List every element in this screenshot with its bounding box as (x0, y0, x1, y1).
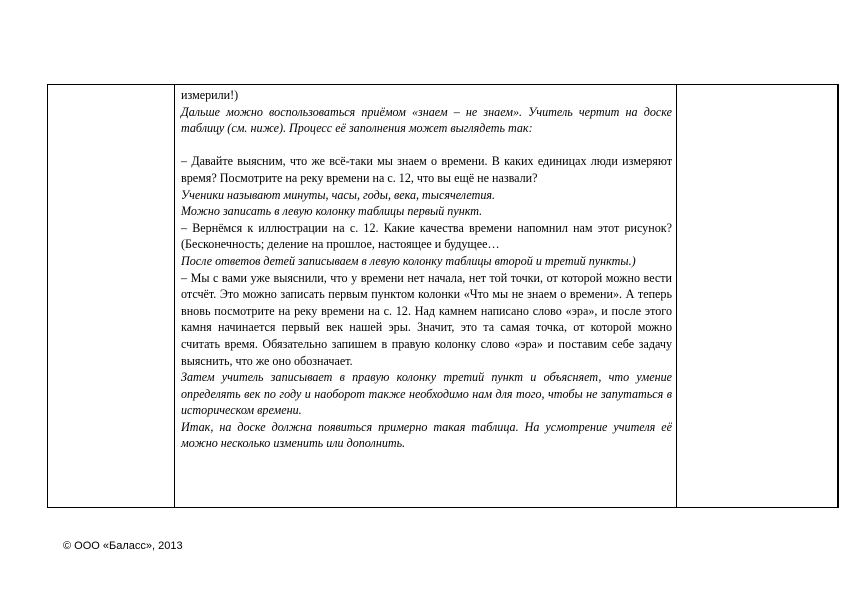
text-paragraph: Дальше можно воспользоваться приёмом «знаем – не знаем». Учитель чертит на доске таблицу (см. ниже). Процесс её заполнения может выглядеть так: (181, 104, 672, 136)
text-paragraph: измерили!) (181, 88, 239, 102)
text-paragraph: Итак, на доске должна появиться примерно такая таблица. На усмотрение учителя её можно несколько изменить или дополнить. (181, 419, 672, 451)
text-paragraph: – Мы с вами уже выяснили, что у времени нет начала, нет той точки, от которой можно вести отсчёт. Это можно записать первым пунктом колонки «Что мы не знаем о времени». А теперь вновь посмотрите на реку времени на с. 12. Над камнем написано слово «эра», и после этого камня начинается первый век нашей эры. Значит, это та самая точка, от которой можно считать время. Обязательно запишем в правую колонку слово «эра» и поставим себе задачу выяснить, что же оно обозначает. (181, 270, 672, 368)
lesson-text (181, 87, 672, 452)
text-paragraph: – Давайте выясним, что же всё-таки мы знаем о времени. В каких единицах люди измеряют время? Посмотрите на реку времени на с. 12, что вы ещё не назвали? (181, 154, 672, 185)
table-cell-main (175, 85, 677, 507)
text-paragraph: Ученики называют минуты, часы, годы, века, тысячелетия. (181, 187, 496, 202)
blank-line (181, 137, 672, 154)
table-cell-right (677, 85, 838, 507)
text-paragraph: После ответов детей записываем в левую колонку таблицы второй и третий пункты.) (181, 253, 636, 268)
lesson-table (47, 84, 839, 508)
table-cell-left (48, 85, 175, 507)
text-paragraph: Затем учитель записывает в правую колонку третий пункт и объясняет, что умение определять век по году и наоборот также необходимо нам для того, чтобы не запутаться в историческом времени. (181, 370, 672, 418)
text-paragraph: – Вернёмся к иллюстрации на с. 12. Какие качества времени напомнил нам этот рисунок? (Бесконечность; деление на прошлое, настоящее и будущее… (181, 220, 672, 252)
text-paragraph: Можно записать в левую колонку таблицы первый пункт. (181, 204, 483, 219)
copyright-footer: © ООО «Баласс», 2013 (63, 540, 183, 552)
